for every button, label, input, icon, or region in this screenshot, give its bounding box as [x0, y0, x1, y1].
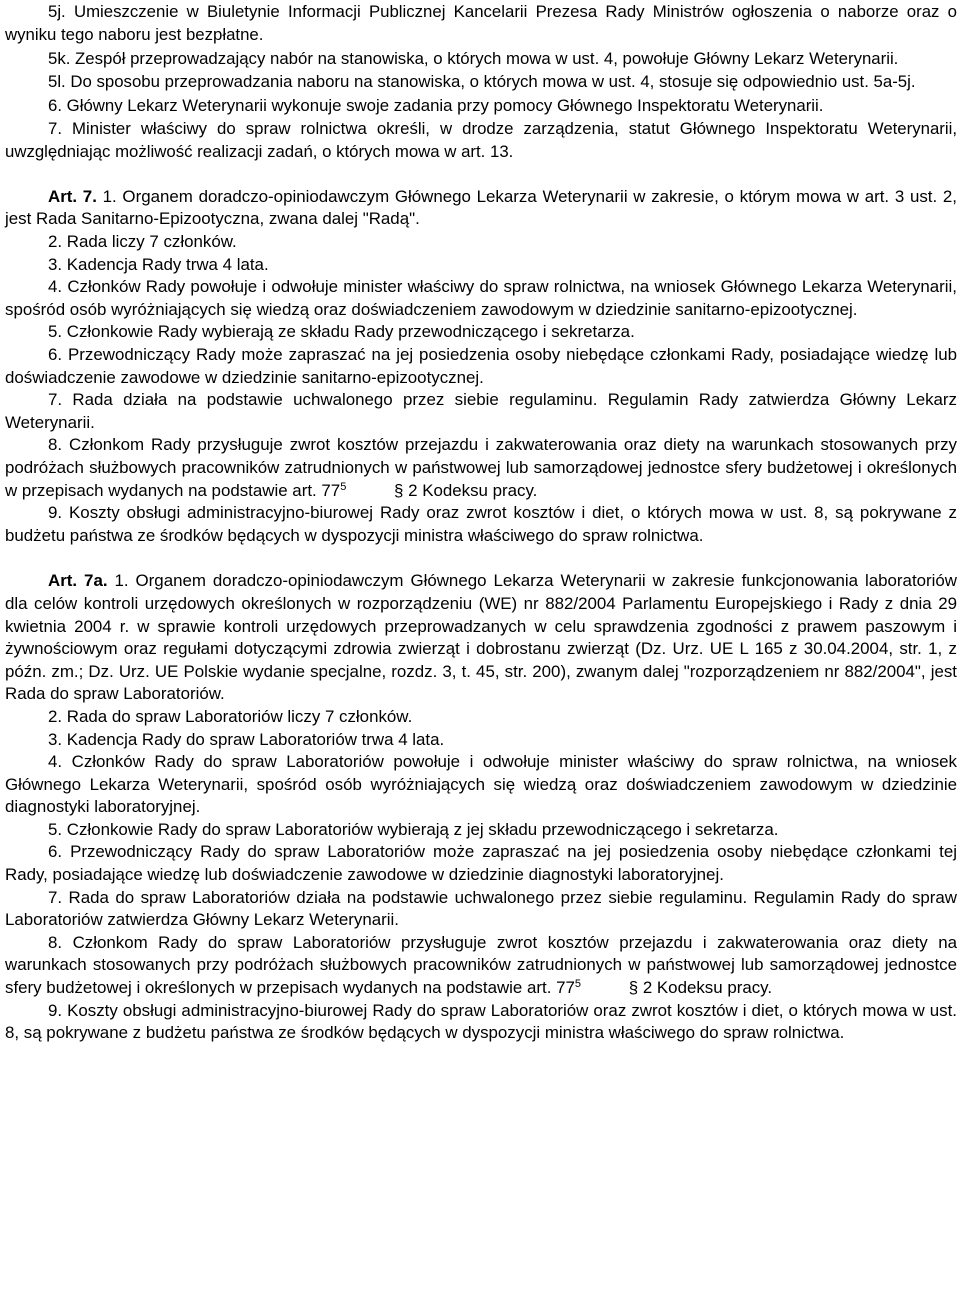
paragraph-7: 7. Minister właściwy do spraw rolnictwa określi, w drodze zarządzenia, statut Głównego Inspektoratu Weterynarii, uwzględniając możliwość realizacji zadań, o których mowa w art. 13. [5, 119, 957, 162]
art7a-paragraph-7: 7. Rada do spraw Laboratoriów działa na podstawie uchwalonego przez siebie regulaminu. Regulamin Rady do spraw Laboratoriów zatwierdza Główny Lekarz Weterynarii. [5, 887, 957, 930]
art7-paragraph-4: 4. Członków Rady powołuje i odwołuje minister właściwy do spraw rolnictwa, na wniosek Głównego Lekarza Weterynarii, spośród osób wyróżniających się wiedzą oraz doświadczeniem zawodowym w dziedzinie sanitarno-epizootycznej. [5, 277, 957, 319]
art7a-paragraph-2: 2. Rada do spraw Laboratoriów liczy 7 członków. [48, 706, 413, 726]
art7-paragraph-9: 9. Koszty obsługi administracyjno-biurowej Rady oraz zwrot kosztów i diet, o których mowa w ust. 8, są pokrywane z budżetu państwa ze środków będących w dyspozycji ministra właściwego do spraw rolnictwa. [5, 503, 957, 545]
art7a-paragraph-5: 5. Członkowie Rady do spraw Laboratoriów wybierają z jej składu przewodniczącego i sekretarza. [48, 819, 779, 839]
section-gap [5, 164, 957, 186]
top-section [5, 0, 957, 164]
section-gap [5, 547, 957, 570]
art7a-article-superscript: 5 [574, 978, 582, 991]
art7-paragraph-3: 3. Kadencja Rady trwa 4 lata. [48, 254, 269, 274]
art7-paragraph-8-end: 2 Kodeksu pracy. [403, 480, 538, 500]
art7-section-sign: § [394, 480, 404, 500]
paragraph-5l: 5l. Do sposobu przeprowadzania naboru na stanowiska, o których mowa w ust. 4, stosuje się odpowiednio ust. 5a-5j. [48, 72, 916, 92]
paragraph-5j: 5j. Umieszczenie w Biuletynie Informacji Publicznej Kancelarii Prezesa Rady Ministrów ogłoszenia o naborze oraz o wyniku tego naboru jest bezpłatne. [5, 2, 957, 45]
art7a-paragraph-9: 9. Koszty obsługi administracyjno-biurowej Rady do spraw Laboratoriów oraz zwrot kosztów i diet, o których mowa w ust. 8, są pokrywane z budżetu państwa ze środków będących w dyspozycji ministra właściwego do spraw rolnictwa. [5, 1000, 957, 1043]
art7a-paragraph-8-text: 8. Członkom Rady do spraw Laboratoriów przysługuje zwrot kosztów przejazdu i zakwaterowania oraz diety na warunkach stosowanych przy podróżach służbowych pracowników zatrudnionych w państwowej lub samorządowej jednostce sfery budżetowej i określonych w przepisach wydanych na podstawie art. 77 [5, 932, 957, 998]
art7-article-superscript: 5 [340, 480, 347, 493]
art7a-paragraph-4: 4. Członków Rady do spraw Laboratoriów powołuje i odwołuje minister właściwy do spraw rolnictwa, na wniosek Głównego Lekarza Weterynarii, spośród osób wyróżniających się wiedzą oraz doświadczeniem zawodowym w dziedzinie diagnostyki laboratoryjnej. [5, 752, 957, 817]
art7-paragraph-2: 2. Rada liczy 7 członków. [48, 232, 237, 252]
art7-paragraph-1 [5, 186, 957, 231]
art7a-paragraph-3: 3. Kadencja Rady do spraw Laboratoriów trwa 4 lata. [48, 729, 445, 749]
paragraph-6: 6. Główny Lekarz Weterynarii wykonuje swoje zadania przy pomocy Głównego Inspektoratu Weterynarii. [48, 95, 824, 115]
art7a-paragraph-1-text: 1. Organem doradczo-opiniodawczym Głównego Lekarza Weterynarii w zakresie funkcjonowania laboratoriów dla celów kontroli urzędowych określonych w rozporządzeniu (WE) nr 882/2004 Parlamentu Europejskiego i Rady z dnia 29 kwietnia 2004 r. w sprawie kontroli urzędowych przeprowadzanych w celu sprawdzenia zgodności z prawem paszowym i żywnościowym oraz regułami dotyczącymi zdrowia zwierząt i dobrostanu zwierząt (Dz. Urz. UE L 165 z 30.04.2004, str. 1, z późn. zm.; Dz. Urz. UE Polskie wydanie specjalne, rozdz. 3, t. 45, str. 200), zwanym dalej "rozporządzeniem nr 882/2004", jest Rada do spraw Laboratoriów. [5, 571, 957, 704]
art7a-paragraph-6: 6. Przewodniczący Rady do spraw Laboratoriów może zapraszać na jej posiedzenia osoby niebędące członkami tej Rady, posiadające wiedzę lub doświadczenie zawodowe w dziedzinie diagnostyki laboratoryjnej. [5, 842, 957, 885]
art7a-heading: Art. 7a. [48, 571, 108, 591]
art7-heading: Art. 7. [48, 186, 97, 206]
art7-paragraph-1-text: 1. Organem doradczo-opiniodawczym Głównego Lekarza Weterynarii w zakresie, o którym mowa w art. 3 ust. 2, jest Rada Sanitarno-Epizootyczna, zwana dalej "Radą". [5, 186, 958, 229]
art7a-section-sign: § [628, 978, 639, 998]
document-page [5, 0, 957, 1045]
article-7a [5, 570, 957, 1044]
art7-paragraph-8 [5, 434, 957, 502]
art7-paragraph-5: 5. Członkowie Rady wybierają ze składu Rady przewodniczącego i sekretarza. [48, 322, 635, 342]
article-7 [5, 186, 957, 548]
art7-paragraph-7: 7. Rada działa na podstawie uchwalonego przez siebie regulaminu. Regulamin Rady zatwierdza Główny Lekarz Weterynarii. [5, 390, 957, 432]
art7-paragraph-6: 6. Przewodniczący Rady może zapraszać na jej posiedzenia osoby niebędące członkami Rady, posiadające wiedzę lub doświadczenie zawodowe w dziedzinie sanitarno-epizootycznej. [5, 345, 957, 387]
art7-paragraph-8-text: 8. Członkom Rady przysługuje zwrot kosztów przejazdu i zakwaterowania oraz diety na warunkach stosowanych przy podróżach służbowych pracowników zatrudnionych w państwowej lub samorządowej jednostce sfery budżetowej i określonych w przepisach wydanych na podstawie art. 77 [5, 435, 957, 500]
paragraph-5k: 5k. Zespół przeprowadzający nabór na stanowiska, o których mowa w ust. 4, powołuje Główny Lekarz Weterynarii. [48, 48, 899, 68]
art7a-paragraph-8 [5, 932, 957, 1000]
art7a-paragraph-1 [5, 570, 957, 706]
art7a-paragraph-8-end: 2 Kodeksu pracy. [638, 978, 773, 998]
